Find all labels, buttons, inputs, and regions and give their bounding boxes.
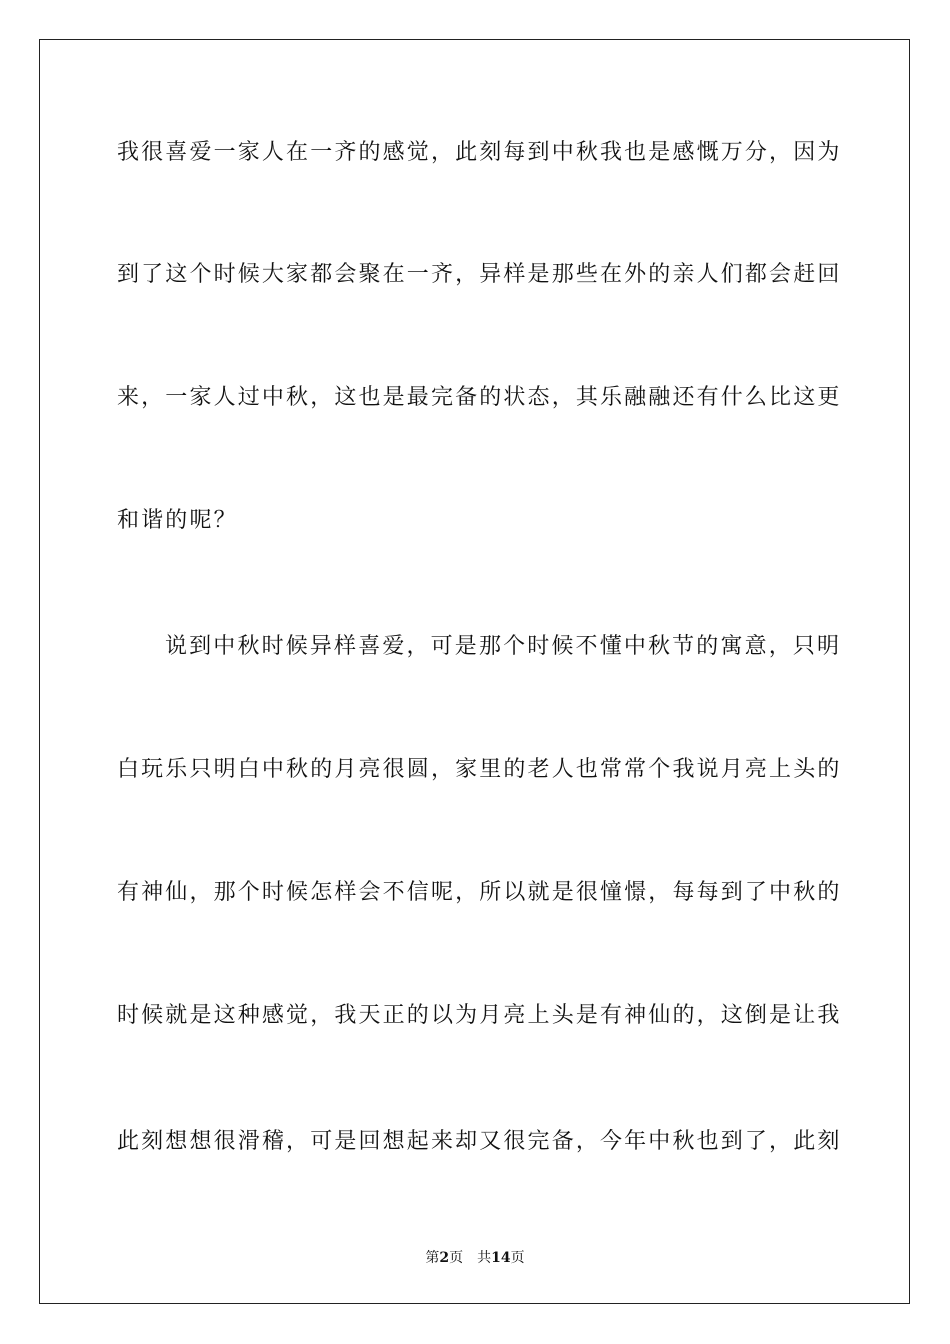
text-line-5: 说到中秋时候异样喜爱，可是那个时候不懂中秋节的寓意，只明 [165, 634, 842, 659]
page-number: 2 [439, 1250, 450, 1266]
text-line-6: 白玩乐只明白中秋的月亮很圆，家里的老人也常常个我说月亮上头的 [117, 757, 842, 782]
text-line-7: 有神仙，那个时候怎样会不信呢，所以就是很憧憬，每每到了中秋的 [117, 880, 842, 905]
total-pages: 14 [491, 1250, 511, 1266]
text-line-1: 我很喜爱一家人在一齐的感觉，此刻每到中秋我也是感慨万分，因为 [117, 140, 842, 165]
page-footer [0, 1247, 950, 1267]
text-line-2: 到了这个时候大家都会聚在一齐，异样是那些在外的亲人们都会赶回 [117, 262, 842, 287]
text-line-4: 和谐的呢？ [117, 508, 238, 533]
text-line-8: 时候就是这种感觉，我天正的以为月亮上头是有神仙的，这倒是让我 [117, 1003, 842, 1028]
page-border [39, 39, 910, 1304]
text-line-3: 来，一家人过中秋，这也是最完备的状态，其乐融融还有什么比这更 [117, 385, 842, 410]
total-prefix: 共 [477, 1250, 492, 1266]
page-prefix: 第 [425, 1250, 440, 1266]
total-suffix: 页 [510, 1250, 525, 1266]
page-suffix: 页 [449, 1250, 464, 1266]
text-line-9: 此刻想想很滑稽，可是回想起来却又很完备，今年中秋也到了，此刻 [117, 1129, 842, 1154]
